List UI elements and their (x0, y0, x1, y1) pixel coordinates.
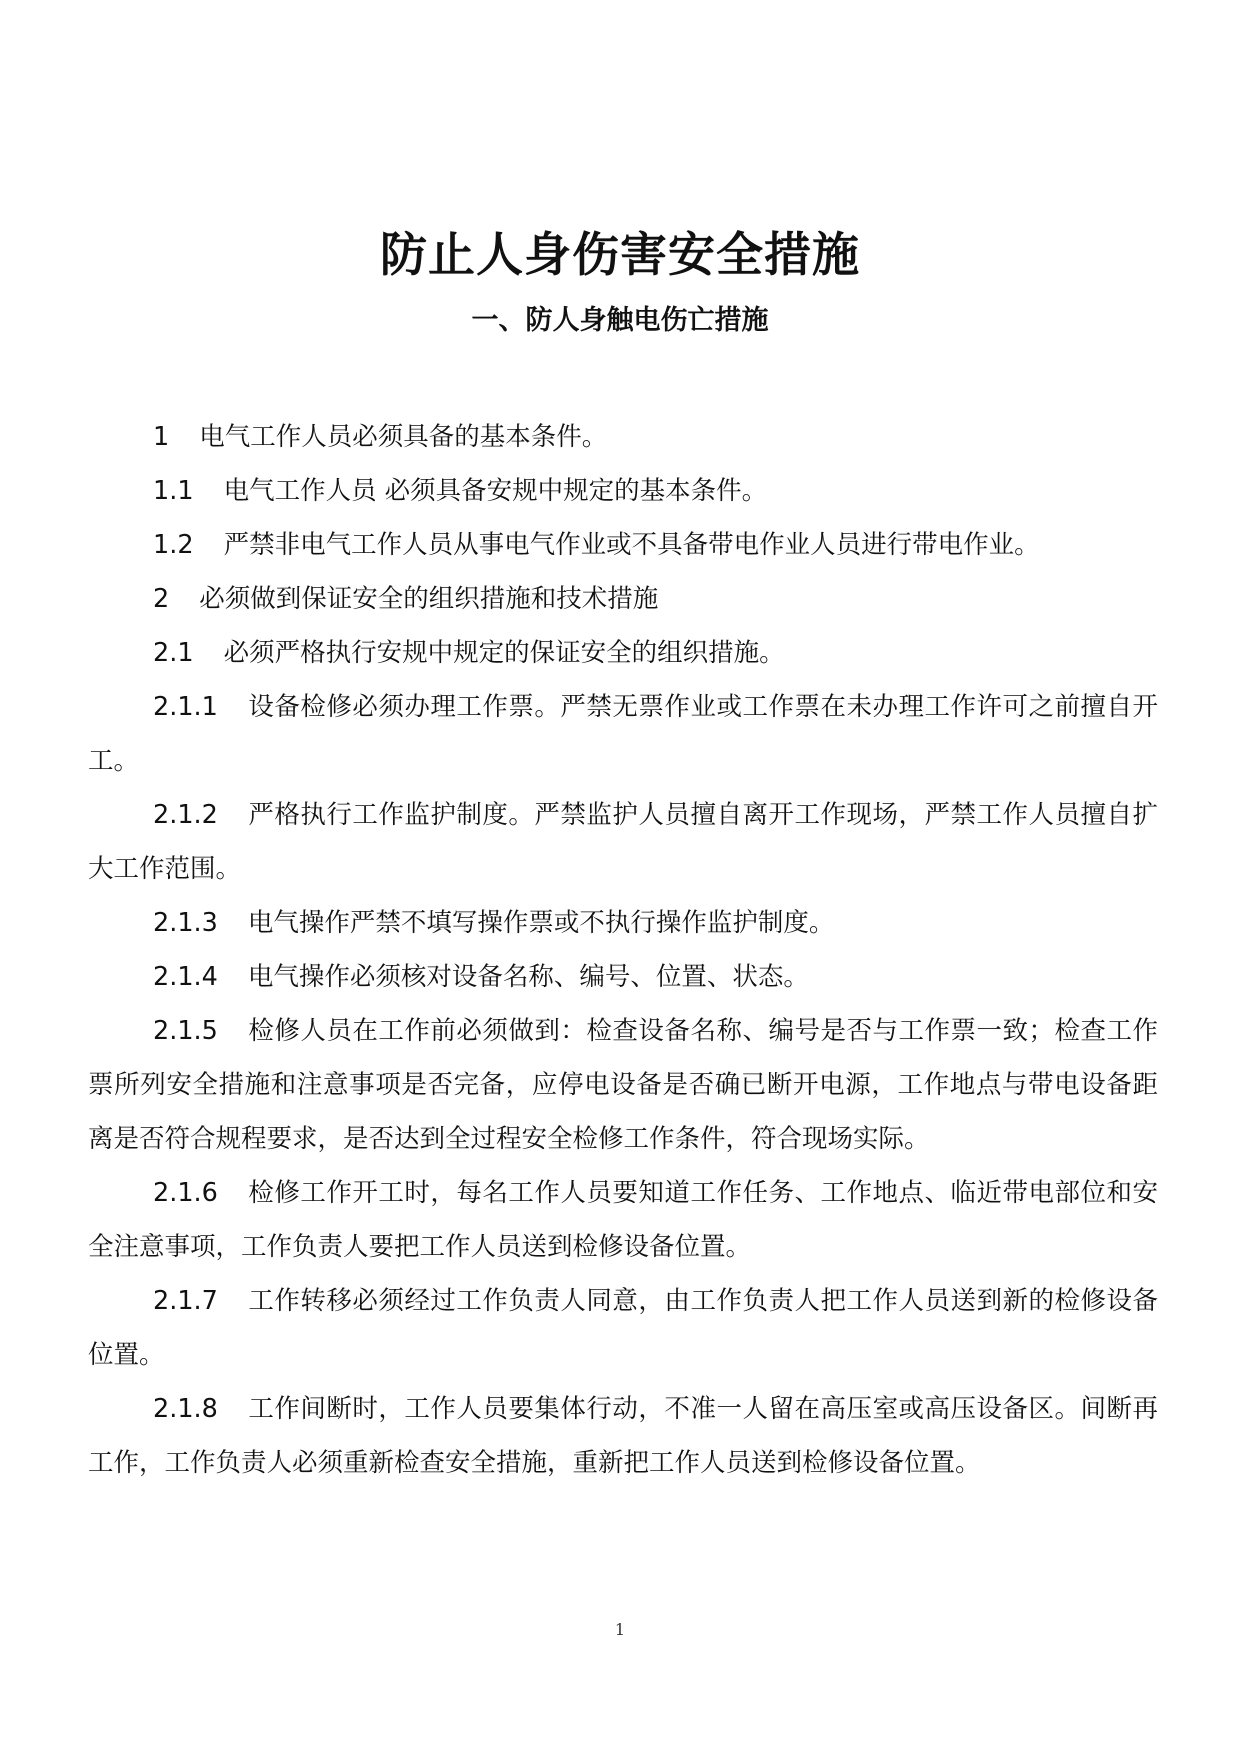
paragraph (88, 410, 1158, 464)
document-body (88, 410, 1158, 1490)
paragraph-number: 2.1.7 (153, 1286, 218, 1316)
paragraph-text: 电气工作人员必须具备的基本条件。 (199, 422, 608, 452)
paragraph-number: 2.1.2 (153, 800, 218, 830)
paragraph-text: 电气工作人员 必须具备安规中规定的基本条件。 (223, 476, 768, 506)
section-heading: 一、防人身触电伤亡措施 (471, 305, 769, 336)
paragraph (88, 1166, 1158, 1274)
paragraph (88, 572, 1158, 626)
paragraph-text: 必须严格执行安规中规定的保证安全的组织措施。 (223, 638, 785, 668)
paragraph-number: 1.2 (153, 530, 194, 560)
paragraph-text: 电气操作严禁不填写操作票或不执行操作监护制度。 (247, 908, 835, 938)
paragraph (88, 680, 1158, 788)
paragraph-number: 2.1.3 (153, 908, 218, 938)
paragraph-number: 1.1 (153, 476, 194, 506)
paragraph-text: 检修人员在工作前必须做到：检查设备名称、编号是否与工作票一致；检查工作票所列安全措施和注意事项是否完备，应停电设备是否确已断开电源，工作地点与带电设备距离是否符合规程要求，是否达到全过程安全检修工作条件，符合现场实际。 (88, 1016, 1158, 1154)
paragraph-text: 工作转移必须经过工作负责人同意，由工作负责人把工作人员送到新的检修设备位置。 (88, 1286, 1158, 1370)
paragraph-number: 2.1.1 (153, 692, 218, 722)
page-number: 1 (614, 1620, 626, 1639)
document-title: 防止人身伤害安全措施 (380, 228, 860, 283)
paragraph (88, 1274, 1158, 1382)
paragraph-number: 2.1.4 (153, 962, 218, 992)
paragraph-number: 2.1 (153, 638, 194, 668)
paragraph-number: 2.1.8 (153, 1394, 218, 1424)
paragraph-number: 2 (153, 584, 170, 614)
paragraph (88, 626, 1158, 680)
paragraph-text: 设备检修必须办理工作票。严禁无票作业或工作票在未办理工作许可之前擅自开工。 (88, 692, 1158, 776)
paragraph-number: 2.1.6 (153, 1178, 218, 1208)
paragraph-text: 电气操作必须核对设备名称、编号、位置、状态。 (247, 962, 809, 992)
paragraph-text: 工作间断时，工作人员要集体行动，不准一人留在高压室或高压设备区。间断再工作，工作负责人必须重新检查安全措施，重新把工作人员送到检修设备位置。 (88, 1394, 1158, 1478)
paragraph-text: 必须做到保证安全的组织措施和技术措施 (199, 584, 659, 614)
paragraph (88, 788, 1158, 896)
paragraph-number: 2.1.5 (153, 1016, 218, 1046)
paragraph-text: 严格执行工作监护制度。严禁监护人员擅自离开工作现场，严禁工作人员擅自扩大工作范围。 (88, 800, 1158, 884)
paragraph-text: 检修工作开工时，每名工作人员要知道工作任务、工作地点、临近带电部位和安全注意事项，工作负责人要把工作人员送到检修设备位置。 (88, 1178, 1158, 1262)
paragraph (88, 896, 1158, 950)
paragraph (88, 950, 1158, 1004)
paragraph-text: 严禁非电气工作人员从事电气作业或不具备带电作业人员进行带电作业。 (223, 530, 1040, 560)
paragraph (88, 518, 1158, 572)
paragraph (88, 1004, 1158, 1166)
paragraph-number: 1 (153, 422, 170, 452)
paragraph (88, 1382, 1158, 1490)
paragraph (88, 464, 1158, 518)
